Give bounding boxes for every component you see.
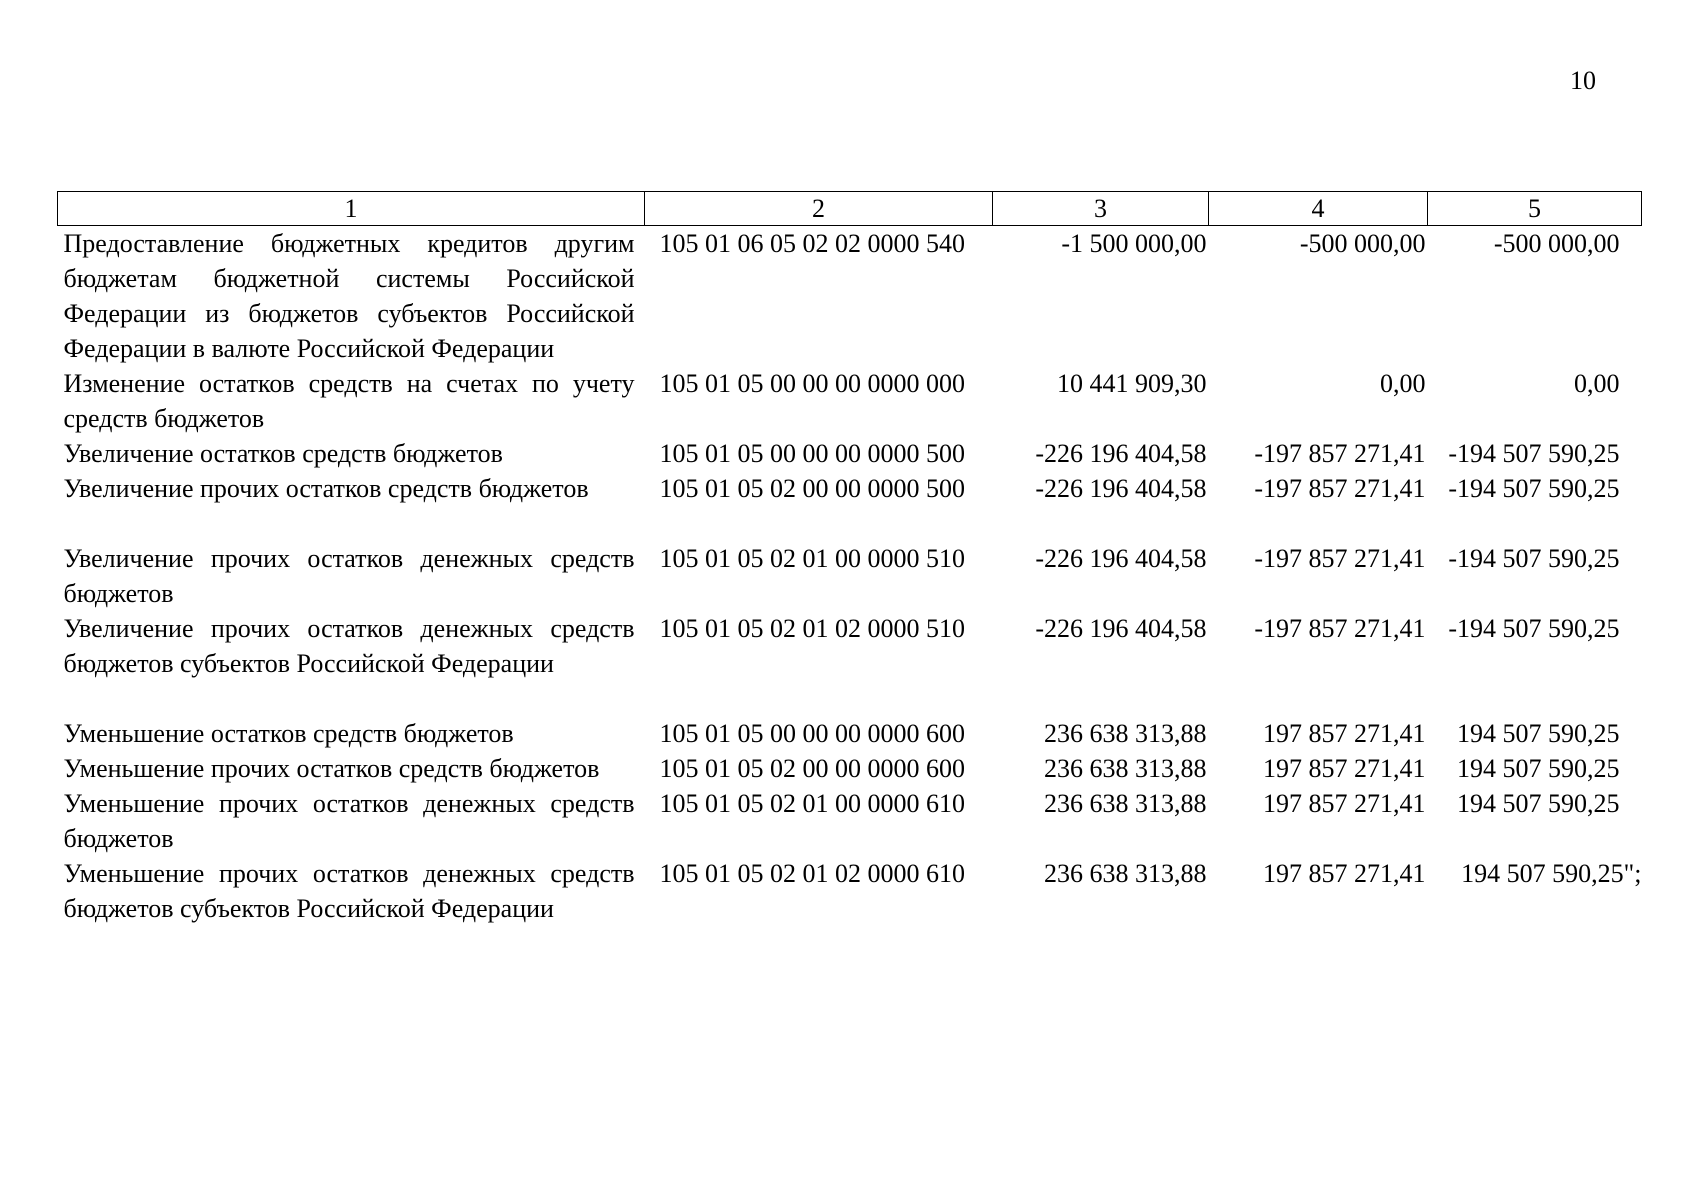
- row-value-4: -197 857 271,41: [1254, 614, 1426, 643]
- row-value-3: -226 196 404,58: [1035, 439, 1207, 468]
- row-value-4: -500 000,00: [1299, 229, 1426, 258]
- table-row: [58, 716, 1642, 751]
- row-value-4: -197 857 271,41: [1254, 439, 1426, 468]
- row-code: 105 01 05 02 00 00 0000 600: [659, 754, 965, 783]
- row-value-5: 194 507 590,25";: [1461, 859, 1642, 888]
- row-value-5: 0,00: [1574, 369, 1620, 398]
- row-code: 105 01 06 05 02 02 0000 540: [659, 229, 965, 258]
- row-name: Увеличение прочих остатков денежных средств бюджетов субъектов Российской Федерации: [63, 614, 635, 678]
- row-code: 105 01 05 02 01 02 0000 610: [659, 859, 965, 888]
- row-name: Увеличение прочих остатков денежных средств бюджетов: [63, 544, 635, 608]
- table-row: [58, 366, 1642, 436]
- row-name: Предоставление бюджетных кредитов другим бюджетам бюджетной системы Российской Федерации из бюджетов субъектов Российской Федерации в валюте Российской Федерации: [63, 229, 635, 363]
- row-code: 105 01 05 02 00 00 0000 500: [659, 474, 965, 503]
- table-row: [58, 541, 1642, 611]
- row-value-3: -226 196 404,58: [1035, 474, 1207, 503]
- column-header-5: 5: [1428, 192, 1642, 226]
- row-code: 105 01 05 00 00 00 0000 000: [659, 369, 965, 398]
- row-value-3: 236 638 313,88: [1044, 719, 1207, 748]
- row-value-5: -194 507 590,25: [1448, 439, 1620, 468]
- row-value-3: 236 638 313,88: [1044, 859, 1207, 888]
- row-code: 105 01 05 00 00 00 0000 600: [659, 719, 965, 748]
- row-value-5: 194 507 590,25: [1457, 719, 1620, 748]
- row-value-3: -1 500 000,00: [1061, 229, 1207, 258]
- table-row: [58, 436, 1642, 471]
- column-header-3: 3: [993, 192, 1209, 226]
- table-row: [58, 226, 1642, 367]
- row-value-3: 236 638 313,88: [1044, 789, 1207, 818]
- row-name: Уменьшение прочих остатков денежных средств бюджетов: [63, 789, 635, 853]
- table-row: [58, 751, 1642, 786]
- row-code: 105 01 05 02 01 00 0000 510: [659, 544, 965, 573]
- row-value-3: -226 196 404,58: [1035, 614, 1207, 643]
- row-value-3: 236 638 313,88: [1044, 754, 1207, 783]
- budget-sources-table: [57, 191, 1642, 926]
- table-row: [58, 786, 1642, 856]
- row-value-4: 197 857 271,41: [1263, 719, 1426, 748]
- row-value-4: -197 857 271,41: [1254, 544, 1426, 573]
- page-number: 10: [1570, 66, 1596, 95]
- table-row: [58, 611, 1642, 716]
- row-value-4: 197 857 271,41: [1263, 859, 1426, 888]
- row-name: Уменьшение остатков средств бюджетов: [63, 719, 514, 748]
- row-value-4: 197 857 271,41: [1263, 754, 1426, 783]
- table-header: [58, 192, 1642, 226]
- table-row: [58, 471, 1642, 541]
- row-name: Увеличение прочих остатков средств бюджетов: [63, 474, 589, 503]
- row-code: 105 01 05 02 01 00 0000 610: [659, 789, 965, 818]
- header-row: [58, 192, 1642, 226]
- row-value-5: -194 507 590,25: [1448, 614, 1620, 643]
- column-header-2: 2: [645, 192, 993, 226]
- row-value-5: -500 000,00: [1493, 229, 1620, 258]
- table-row: [58, 856, 1642, 926]
- row-value-5: -194 507 590,25: [1448, 474, 1620, 503]
- row-value-3: 10 441 909,30: [1057, 369, 1207, 398]
- row-value-5: -194 507 590,25: [1448, 544, 1620, 573]
- row-value-5: 194 507 590,25: [1457, 789, 1620, 818]
- row-value-4: 197 857 271,41: [1263, 789, 1426, 818]
- row-name: Уменьшение прочих остатков средств бюджетов: [63, 754, 600, 783]
- row-value-5: 194 507 590,25: [1457, 754, 1620, 783]
- row-name: Изменение остатков средств на счетах по учету средств бюджетов: [63, 369, 635, 433]
- row-value-4: -197 857 271,41: [1254, 474, 1426, 503]
- row-code: 105 01 05 00 00 00 0000 500: [659, 439, 965, 468]
- row-code: 105 01 05 02 01 02 0000 510: [659, 614, 965, 643]
- column-header-4: 4: [1209, 192, 1428, 226]
- row-name: Уменьшение прочих остатков денежных средств бюджетов субъектов Российской Федерации: [63, 859, 635, 923]
- table-body: [58, 226, 1642, 927]
- row-value-4: 0,00: [1380, 369, 1426, 398]
- row-name: Увеличение остатков средств бюджетов: [63, 439, 503, 468]
- row-value-3: -226 196 404,58: [1035, 544, 1207, 573]
- column-header-1: 1: [58, 192, 645, 226]
